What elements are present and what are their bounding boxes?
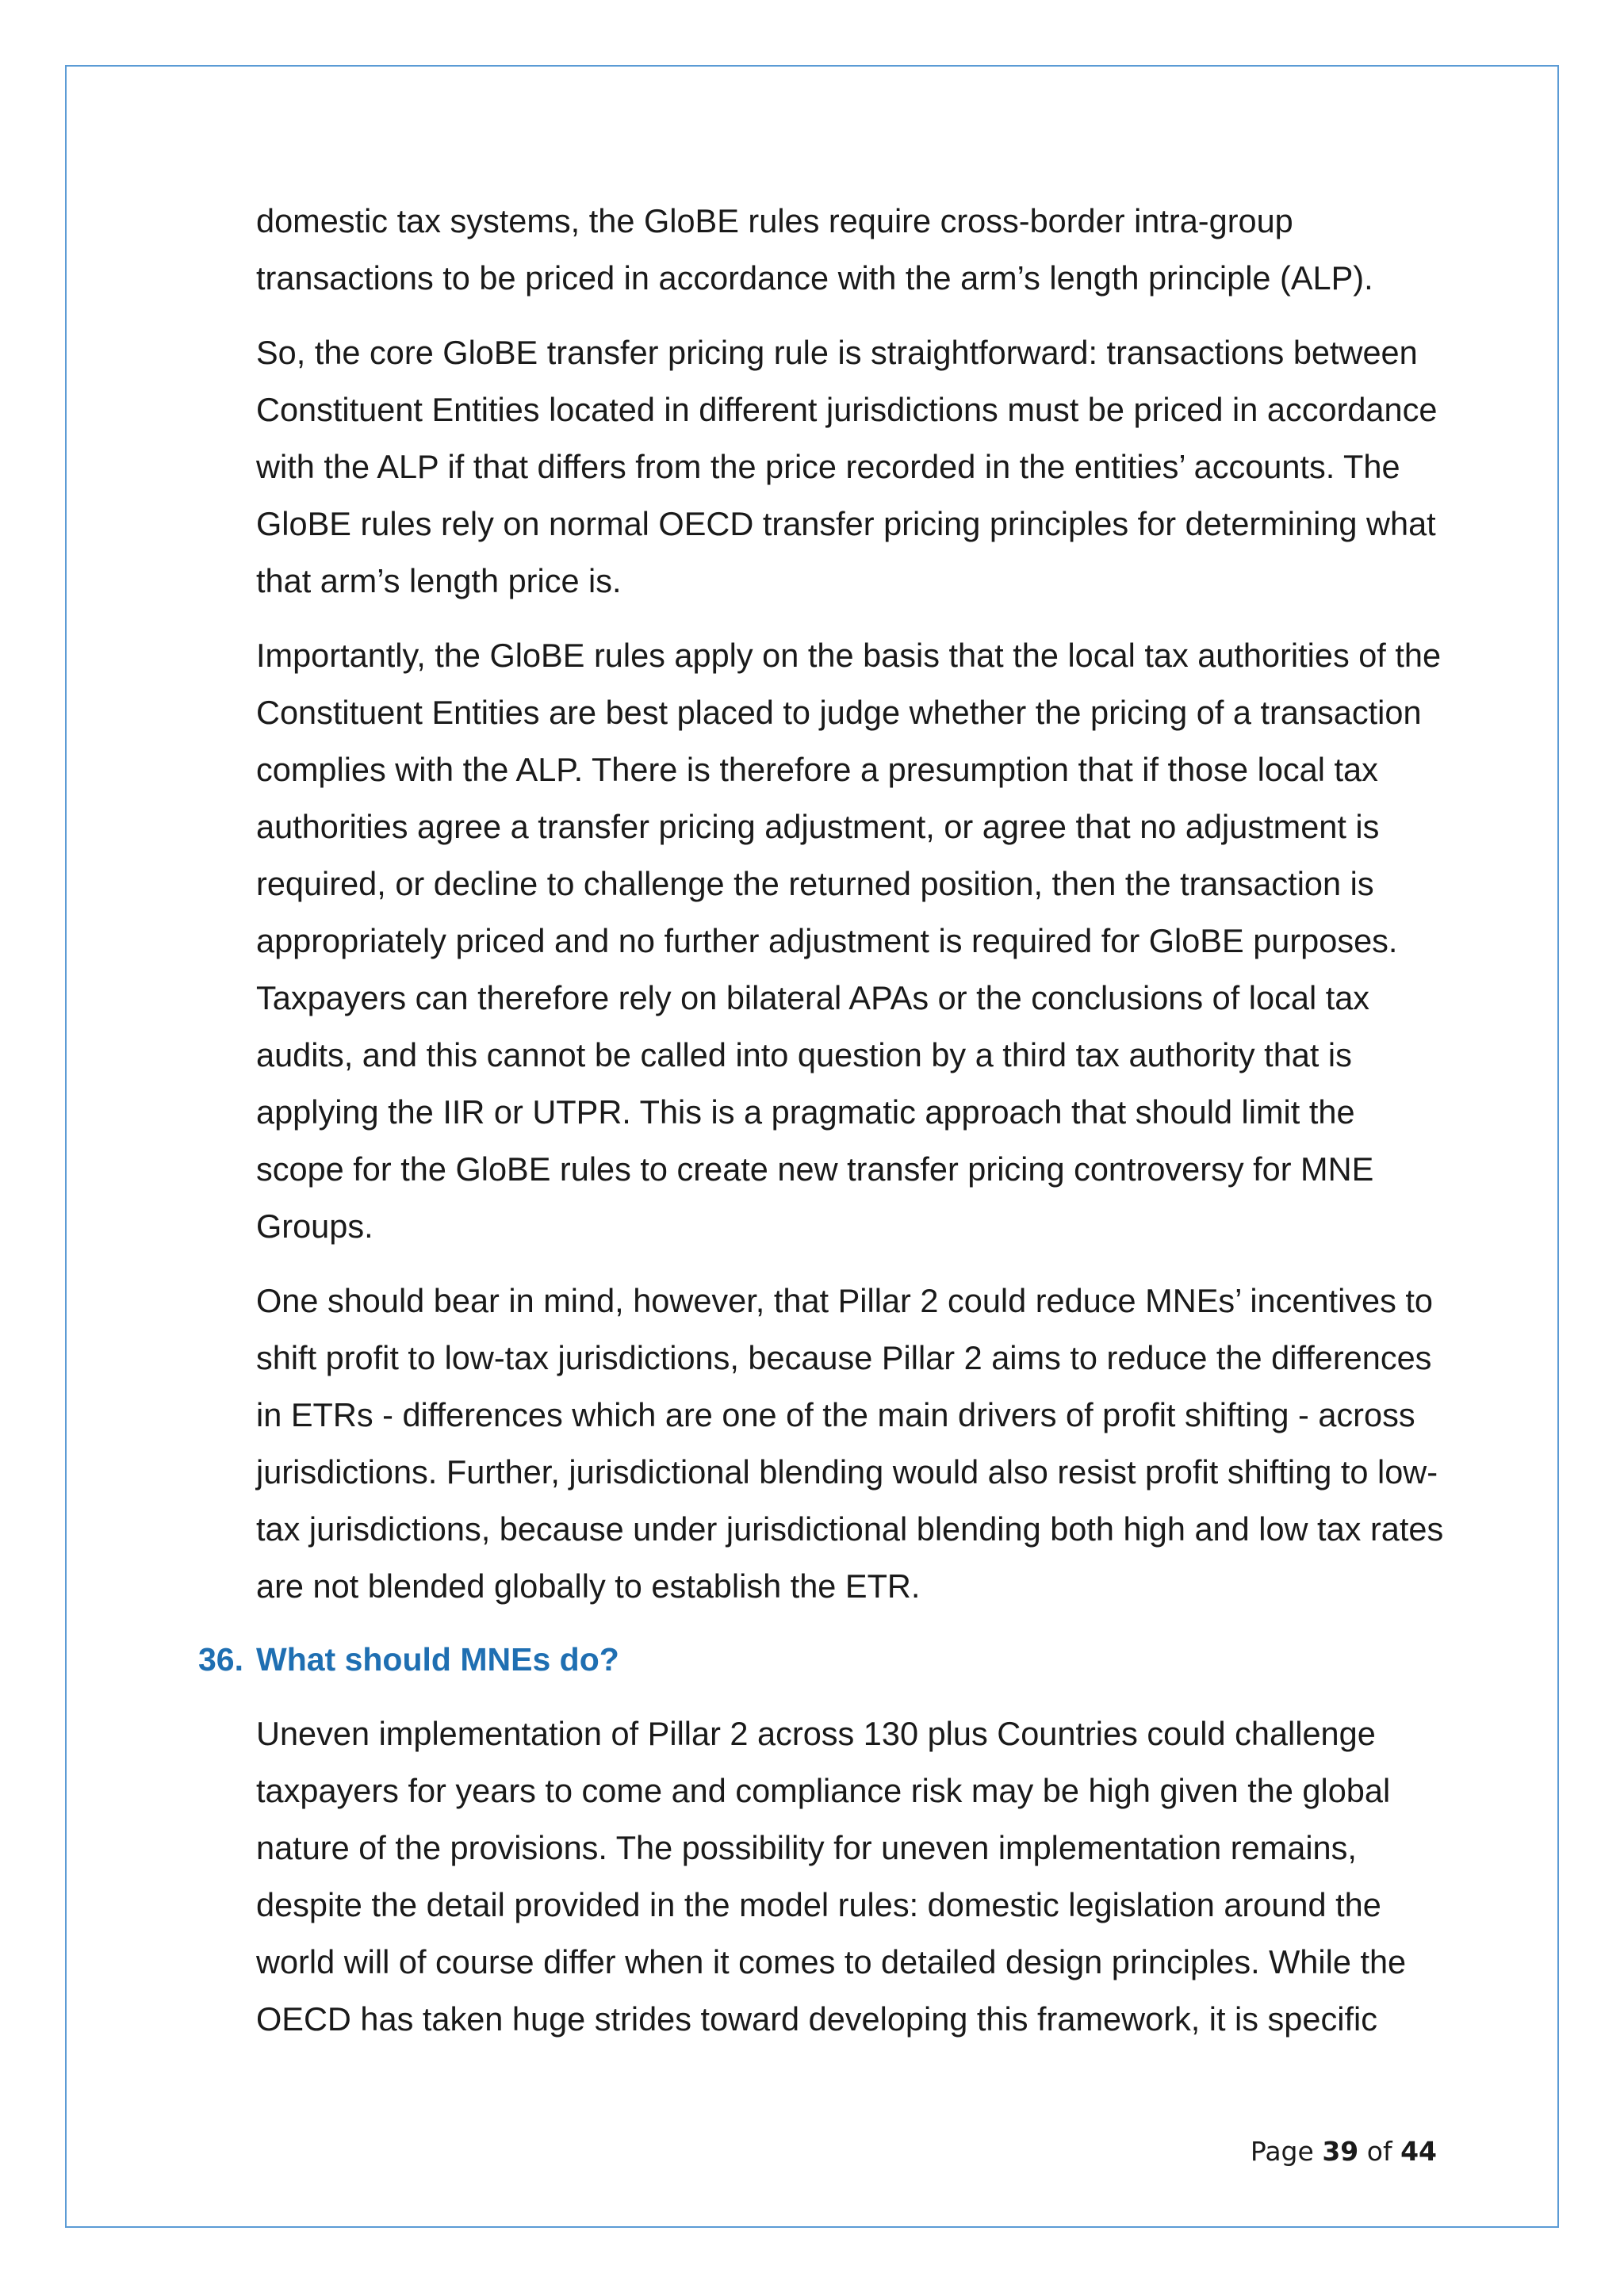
section-title: What should MNEs do? [256, 1641, 619, 1678]
paragraph-3: Importantly, the GloBE rules apply on the basis that the local tax authorities of the Constituent Entities are best placed to judge whether the pricing of a transaction complies with the ALP. There is therefore a presumption that if those local tax authorities agree a transfer pricing adjustment, or agree that no adjustment is required, or decline to challenge the returned position, then the transaction is appropriately priced and no further adjustment is required for GloBE purposes. Taxpayers can therefore rely on bilateral APAs or the conclusions of local tax audits, and this cannot be called into question by a third tax authority that is applying the IIR or UTPR. This is a pragmatic approach that should limit the scope for the GloBE rules to create new transfer pricing controversy for MNE Groups. [256, 637, 1442, 1245]
current-page-number: 39 [1322, 2136, 1359, 2167]
section-heading [198, 1636, 1446, 1683]
paragraph-1: domestic tax systems, the GloBE rules require cross-border intra-group transactions to be priced in accordance with the arm’s length principle (ALP). [256, 202, 1373, 297]
page-footer [1251, 2136, 1437, 2167]
total-pages-number: 44 [1400, 2136, 1437, 2167]
section-number: 36. [198, 1641, 243, 1678]
paragraph-4: One should bear in mind, however, that Pillar 2 could reduce MNEs’ incentives to shift profit to low-tax jurisdictions, because Pillar 2 aims to reduce the differences in ETRs - differences which are one of the main drivers of profit shifting - across jurisdictions. Further, jurisdictional blending would also resist profit shifting to low-tax jurisdictions, because under jurisdictional blending both high and low tax rates are not blended globally to establish the ETR. [256, 1282, 1444, 1605]
page-label: Page [1250, 2136, 1314, 2167]
of-label: of [1366, 2136, 1392, 2167]
section-paragraph-1: Uneven implementation of Pillar 2 across 130 plus Countries could challenge taxpayers for years to come and compliance risk may be high given the global nature of the provisions. The possibility for uneven implementation remains, despite the detail provided in the model rules: domestic legislation around the world will of course differ when it comes to detailed design principles. While the OECD has taken huge strides toward developing this framework, it is specific [256, 1715, 1407, 2038]
paragraph-2: So, the core GloBE transfer pricing rule is straightforward: transactions between Constituent Entities located in different jurisdictions must be priced in accordance with the ALP if that differs from the price recorded in the entities’ accounts. The GloBE rules rely on normal OECD transfer pricing principles for determining what that arm’s length price is. [256, 334, 1438, 599]
document-body [198, 193, 1446, 2065]
